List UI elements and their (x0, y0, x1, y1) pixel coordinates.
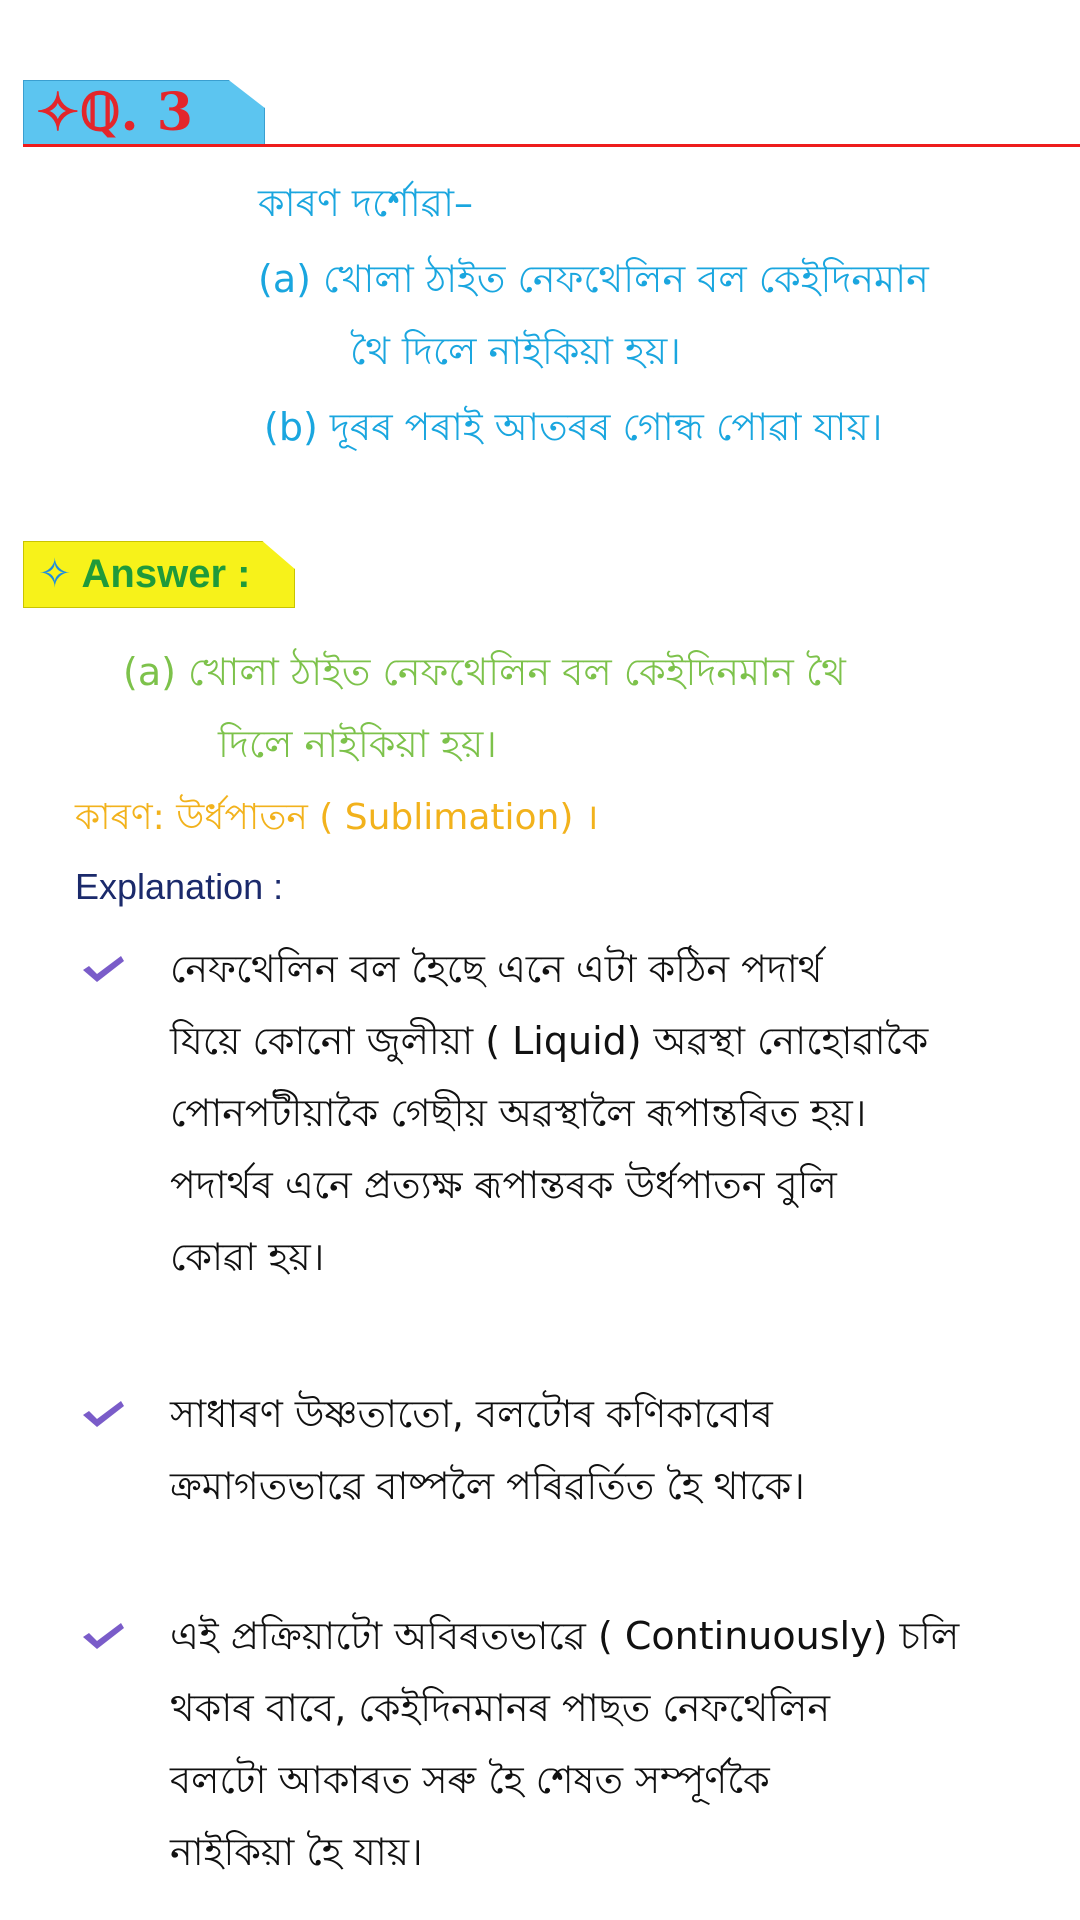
question-line-a-cont: থৈ দিলে নাইকিয়া হয়। (350, 329, 681, 373)
divider-line (23, 144, 1080, 147)
bullet-2-line-1: সাধাৰণ উষ্ণতাতো, বলটোৰ কণিকাবোৰ (170, 1392, 773, 1436)
bullet-3-line-3: বলটো আকাৰত সৰু হৈ শেষত সম্পূৰ্ণকৈ (170, 1758, 770, 1802)
reason-line: কাৰণ: উৰ্ধপাতন ( Sublimation) । (75, 797, 599, 838)
question-line-b: (b) দূৰৰ পৰাই আতৰৰ গোন্ধ পোৱা যায়। (264, 405, 883, 449)
question-line-intro: কাৰণ দৰ্শোৱা– (258, 181, 474, 225)
bullet-1-line-3: পোনপটীয়াকৈ গেছীয় অৱস্থালৈ ৰূপান্তৰিত হয়। (170, 1091, 867, 1135)
check-icon (80, 1620, 126, 1652)
bullet-1-line-5: কোৱা হয়। (170, 1235, 325, 1279)
bullet-1-line-1: নেফথেলিন বল হৈছে এনে এটা কঠিন পদাৰ্থ (170, 947, 823, 991)
explanation-label: Explanation : (75, 866, 284, 907)
bullet-1-line-4: পদাৰ্থৰ এনে প্ৰত্যক্ষ ৰূপান্তৰক উৰ্ধপাতন বুলি (170, 1163, 837, 1207)
bullet-1-line-2: যিয়ে কোনো জুলীয়া ( Liquid) অৱস্থা নোহোৱাকৈ (170, 1019, 929, 1063)
question-number: ✧ℚ. 3 (36, 82, 193, 143)
bullet-3-line-4: নাইকিয়া হৈ যায়। (170, 1830, 423, 1874)
answer-label: Answer : (81, 552, 251, 596)
answer-line-a-cont: দিলে নাইকিয়া হয়। (218, 722, 497, 766)
check-icon (80, 953, 126, 985)
bullet-3-line-2: থকাৰ বাবে, কেইদিনমানৰ পাছত নেফথেলিন (170, 1686, 831, 1730)
bullet-2-line-2: ক্ৰমাগতভাৱে বাষ্পলৈ পৰিৱৰ্তিত হৈ থাকে। (170, 1464, 805, 1508)
question-line-a: (a) খোলা ঠাইত নেফথেলিন বল কেইদিনমান (258, 257, 929, 301)
star-icon: ✧ (38, 552, 72, 596)
answer-heading (38, 543, 250, 605)
bullet-3-line-1: এই প্ৰক্ৰিয়াটো অবিৰতভাৱে ( Continuously) চলি (170, 1614, 960, 1658)
answer-line-a: (a) খোলা ঠাইত নেফথেলিন বল কেইদিনমান থৈ (123, 650, 846, 694)
check-icon (80, 1398, 126, 1430)
